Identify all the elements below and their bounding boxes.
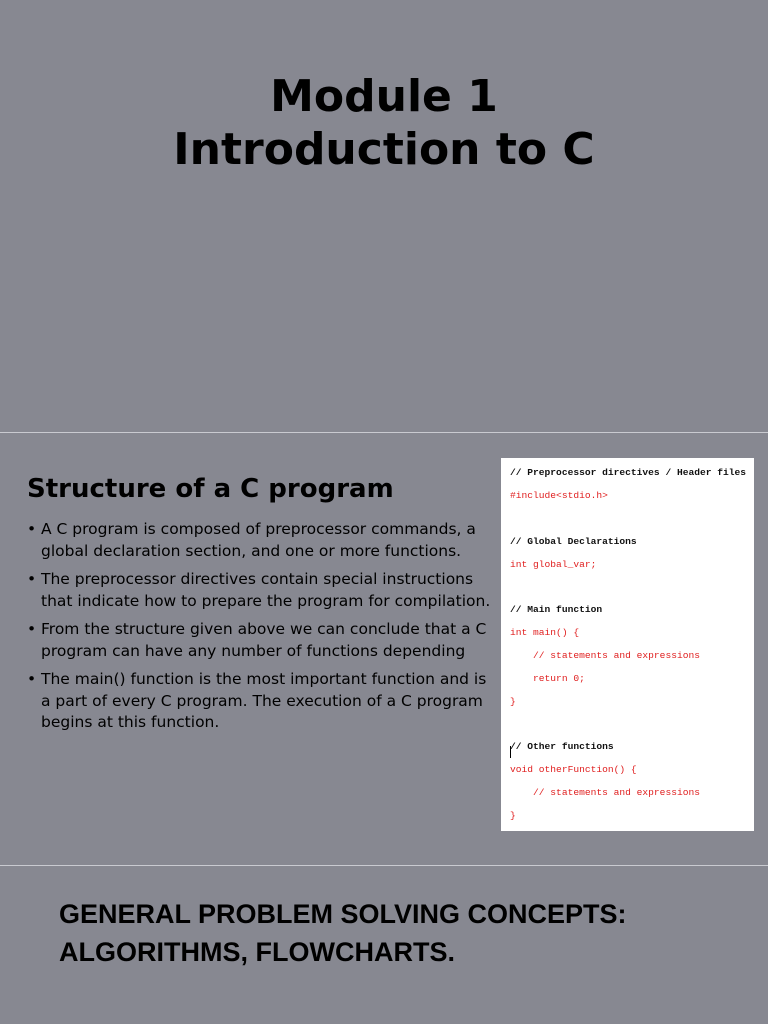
- bullet-dot: •: [27, 670, 37, 688]
- code-line-statements: // statements and expressions: [510, 650, 700, 661]
- code-line-include: #include<stdio.h>: [510, 490, 608, 501]
- bullet-list: [27, 519, 497, 741]
- bullet-item: [27, 619, 497, 662]
- heading-line: ALGORITHMS, FLOWCHARTS.: [59, 937, 455, 967]
- code-line-return: return 0;: [510, 673, 585, 684]
- problem-solving-heading: [59, 895, 627, 971]
- bullet-item: [27, 569, 497, 612]
- code-line-main: int main() {: [510, 627, 580, 638]
- code-line-statements: // statements and expressions: [510, 787, 700, 798]
- bullet-item: [27, 669, 497, 734]
- bullet-text: A C program is composed of preprocessor commands, a global declaration section, and one or more functions.: [41, 520, 476, 560]
- title-line-intro: Introduction to C: [173, 124, 595, 175]
- code-line-global: int global_var;: [510, 559, 597, 570]
- slide-title: [0, 0, 768, 432]
- bullet-dot: •: [27, 520, 37, 538]
- code-line-brace: }: [510, 810, 516, 821]
- heading-line: GENERAL PROBLEM SOLVING CONCEPTS:: [59, 899, 627, 929]
- bullet-dot: •: [27, 570, 37, 588]
- code-structure-image: [501, 458, 754, 831]
- code-line-comment: // Global Declarations: [510, 536, 637, 547]
- bullet-text: From the structure given above we can conclude that a C program can have any number of functions depending: [41, 620, 487, 660]
- bullet-item: [27, 519, 497, 562]
- title-line-module: Module 1: [270, 71, 498, 122]
- structure-heading: Structure of a C program: [27, 474, 394, 504]
- bullet-text: The main() function is the most important function and is a part of every C program. The execution of a C program begins at this function.: [41, 670, 487, 731]
- code-line-comment: // Preprocessor directives / Header files: [510, 467, 747, 478]
- slide-title-heading: [0, 70, 768, 176]
- bullet-dot: •: [27, 620, 37, 638]
- code-line-comment: // Other functions: [510, 741, 614, 752]
- bullet-text: The preprocessor directives contain special instructions that indicate how to prepare the program for compilation.: [41, 570, 491, 610]
- code-line-other-function: void otherFunction() {: [510, 764, 637, 775]
- slide-problem-solving: [0, 866, 768, 1024]
- slide-structure: [0, 433, 768, 865]
- code-line-comment: // Main function: [510, 604, 603, 615]
- code-line-brace: }: [510, 696, 516, 707]
